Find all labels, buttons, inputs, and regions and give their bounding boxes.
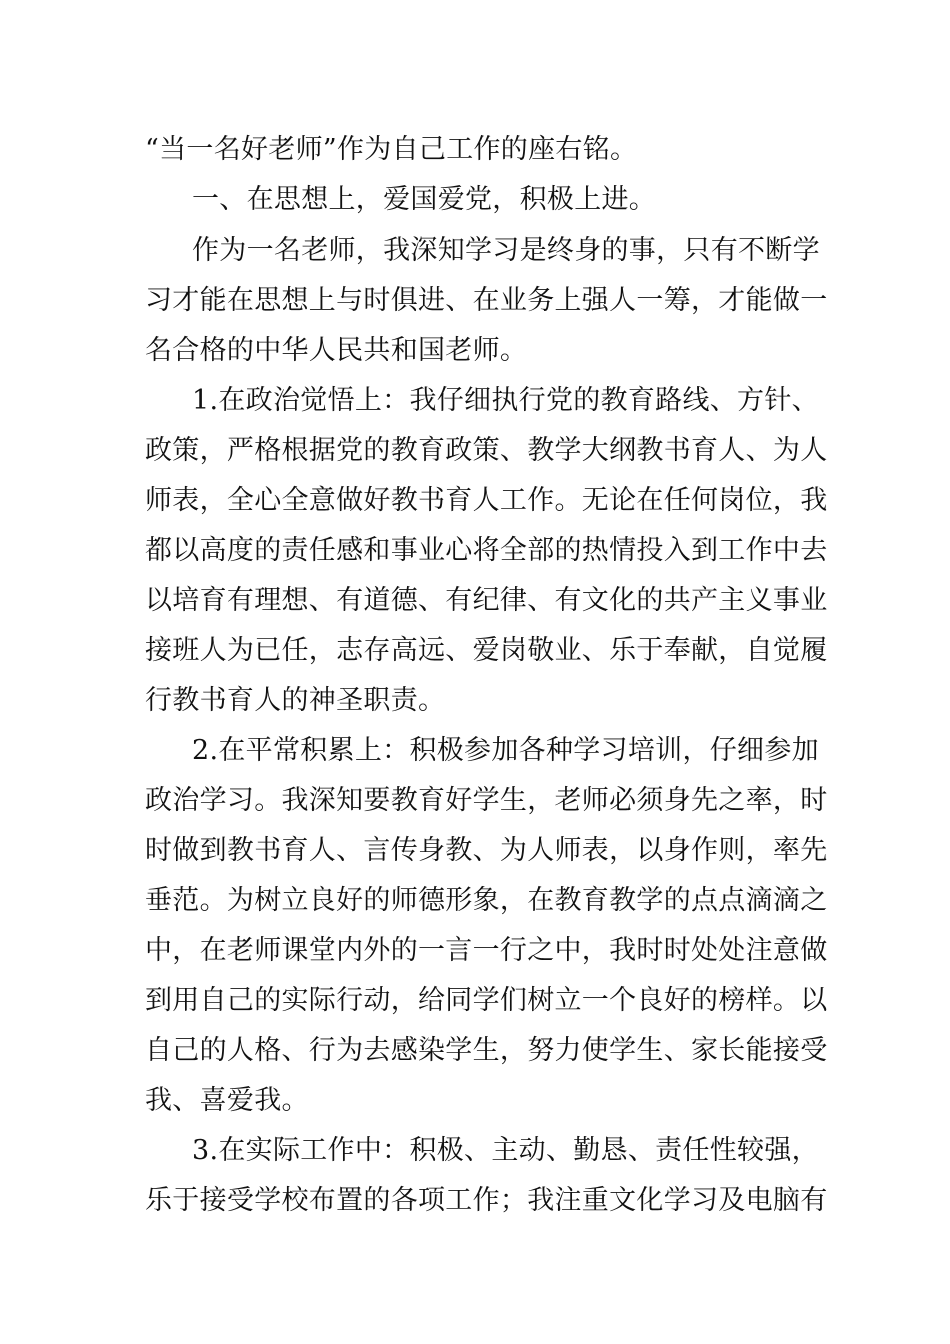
text-line: 都以高度的责任感和事业心将全部的热情投入到工作中去 (145, 535, 828, 566)
text-line: 自己的人格、行为去感染学生，努力使学生、家长能接受 (145, 1035, 828, 1066)
text-line: 乐于接受学校布置的各项工作；我注重文化学习及电脑有 (145, 1185, 828, 1216)
text-line: 名合格的中华人民共和国老师。 (145, 335, 528, 366)
text-line: 行教书育人的神圣职责。 (145, 685, 446, 716)
text-line: 1.在政治觉悟上：我仔细执行党的教育路线、方针、 (192, 385, 819, 416)
text-line: 3.在实际工作中：积极、主动、勤恳、责任性较强， (192, 1135, 819, 1166)
text-line: 垂范。为树立良好的师德形象，在教育教学的点点滴滴之 (145, 885, 828, 916)
text-line: 以培育有理想、有道德、有纪律、有文化的共产主义事业 (145, 585, 828, 616)
text-line: 中，在老师课堂内外的一言一行之中，我时时处处注意做 (145, 935, 828, 966)
text-line: 时做到教书育人、言传身教、为人师表，以身作则，率先 (145, 835, 828, 866)
text-line: 政治学习。我深知要教育好学生，老师必须身先之率，时 (145, 785, 828, 816)
text-line: 习才能在思想上与时俱进、在业务上强人一筹，才能做一 (145, 285, 828, 316)
text-line: 接班人为已任，志存高远、爱岗敬业、乐于奉献，自觉履 (145, 635, 828, 666)
text-line: 到用自己的实际行动，给同学们树立一个良好的榜样。以 (145, 985, 828, 1016)
text-line: 作为一名老师，我深知学习是终身的事，只有不断学 (192, 235, 820, 266)
text-line: 我、喜爱我。 (145, 1085, 309, 1116)
section-heading: 一、在思想上，爱国爱党，积极上进。 (192, 184, 657, 215)
text-line: 2.在平常积累上：积极参加各种学习培训，仔细参加 (192, 735, 819, 766)
text-line: 师表，全心全意做好教书育人工作。无论在任何岗位，我 (145, 485, 828, 516)
text-line: “当一名好老师”作为自己工作的座右铭。 (145, 134, 638, 165)
text-line: 政策，严格根据党的教育政策、教学大纲教书育人、为人 (145, 435, 828, 466)
